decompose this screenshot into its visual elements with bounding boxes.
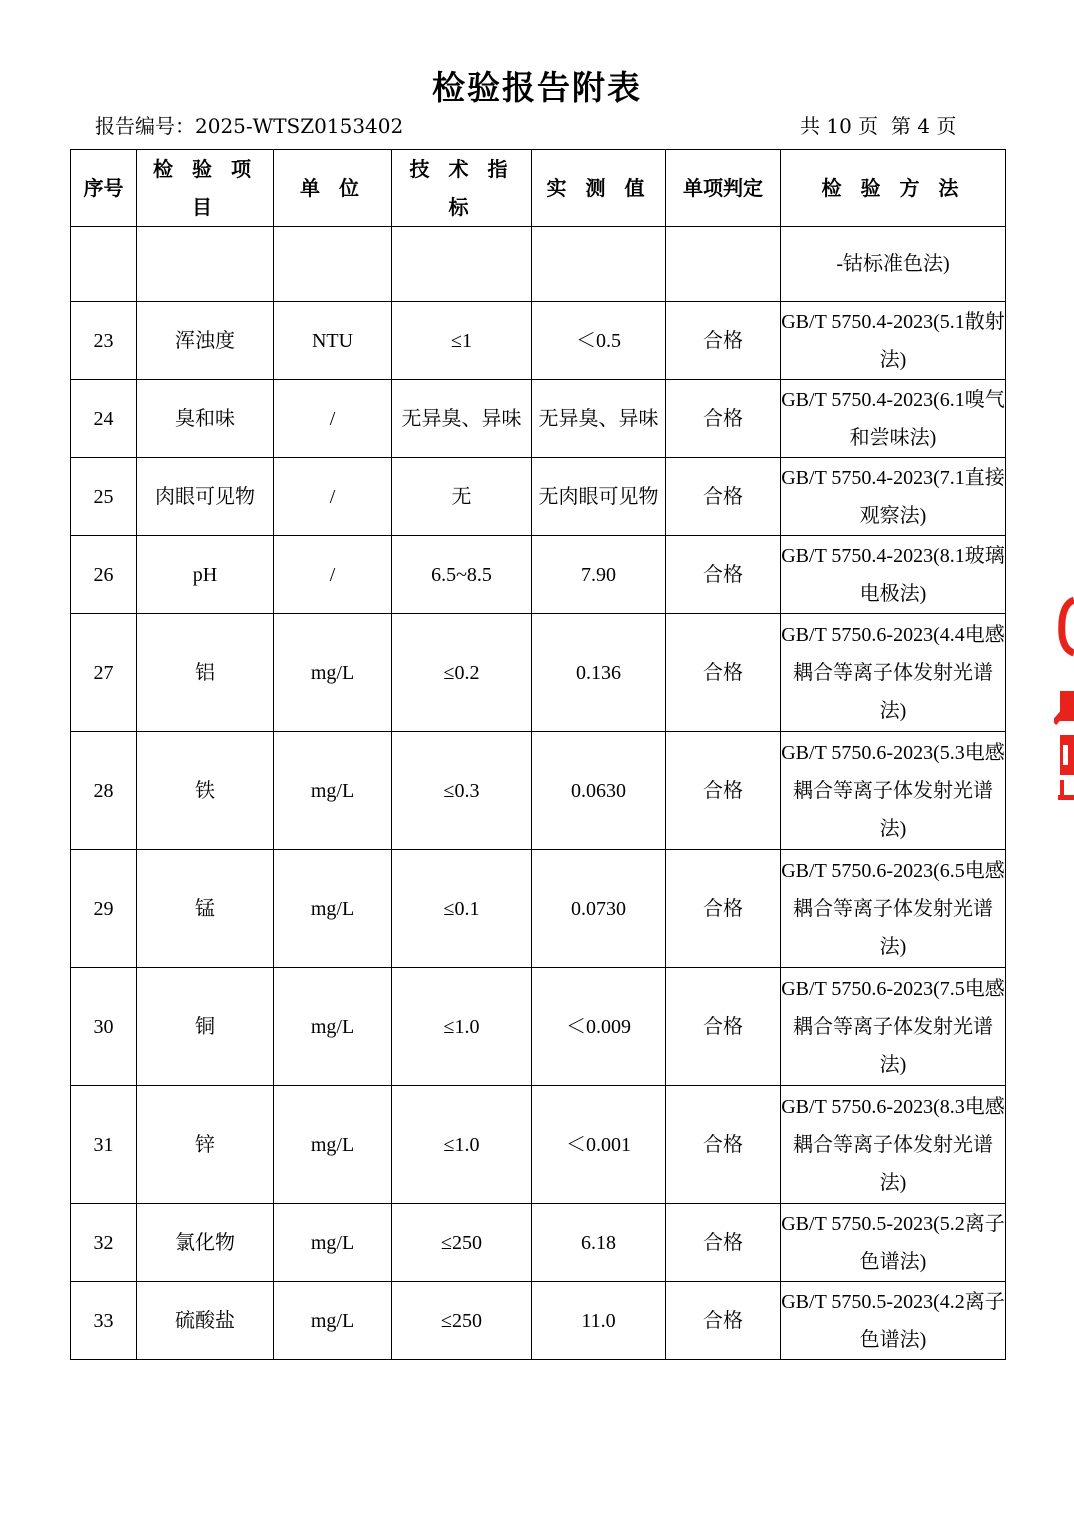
row-method: GB/T 5750.6-2023(4.4电感耦合等离子体发射光谱法) bbox=[781, 614, 1006, 732]
row-measured: 11.0 bbox=[532, 1282, 666, 1360]
table-row bbox=[71, 536, 1006, 614]
row-result: 合格 bbox=[666, 732, 781, 850]
row-method: GB/T 5750.4-2023(7.1直接观察法) bbox=[781, 458, 1006, 536]
row-no: 27 bbox=[71, 614, 137, 732]
row-result: 合格 bbox=[666, 968, 781, 1086]
header-limit: 技 术 指 标 bbox=[392, 150, 532, 227]
row-limit: ≤1 bbox=[392, 302, 532, 380]
row-measured: 无肉眼可见物 bbox=[532, 458, 666, 536]
row-item: 铁 bbox=[137, 732, 274, 850]
header-result: 单项判定 bbox=[666, 150, 781, 227]
row-item: 硫酸盐 bbox=[137, 1282, 274, 1360]
row-result: 合格 bbox=[666, 850, 781, 968]
row-unit: / bbox=[274, 536, 392, 614]
row-limit: ≤0.2 bbox=[392, 614, 532, 732]
table-row-continuation bbox=[71, 227, 1006, 302]
row-limit: ≤1.0 bbox=[392, 968, 532, 1086]
row-item: pH bbox=[137, 536, 274, 614]
row-item: 锰 bbox=[137, 850, 274, 968]
header-no: 序号 bbox=[71, 150, 137, 227]
row-result: 合格 bbox=[666, 380, 781, 458]
table-row bbox=[71, 1086, 1006, 1204]
row-limit: 6.5~8.5 bbox=[392, 536, 532, 614]
row-item: 臭和味 bbox=[137, 380, 274, 458]
row-no: 32 bbox=[71, 1204, 137, 1282]
row-limit: 无异臭、异味 bbox=[392, 380, 532, 458]
row-limit: ≤1.0 bbox=[392, 1086, 532, 1204]
header-unit: 单 位 bbox=[274, 150, 392, 227]
row-no: 30 bbox=[71, 968, 137, 1086]
table-row bbox=[71, 968, 1006, 1086]
row-measured: 0.0730 bbox=[532, 850, 666, 968]
row-no: 31 bbox=[71, 1086, 137, 1204]
row-unit: mg/L bbox=[274, 968, 392, 1086]
row-result: 合格 bbox=[666, 302, 781, 380]
row-unit: mg/L bbox=[274, 1086, 392, 1204]
continuation-method: -钴标准色法) bbox=[781, 227, 1006, 302]
row-measured: 0.0630 bbox=[532, 732, 666, 850]
report-title: 检验报告附表 bbox=[432, 68, 642, 107]
table-row bbox=[71, 380, 1006, 458]
row-limit: ≤0.1 bbox=[392, 850, 532, 968]
row-measured: ＜0.001 bbox=[532, 1086, 666, 1204]
table-row bbox=[71, 1204, 1006, 1282]
header-item: 检 验 项 目 bbox=[137, 150, 274, 227]
row-measured: 7.90 bbox=[532, 536, 666, 614]
table-row bbox=[71, 614, 1006, 732]
row-no: 24 bbox=[71, 380, 137, 458]
row-measured: ＜0.009 bbox=[532, 968, 666, 1086]
row-method: GB/T 5750.6-2023(7.5电感耦合等离子体发射光谱法) bbox=[781, 968, 1006, 1086]
row-unit: mg/L bbox=[274, 1282, 392, 1360]
row-item: 铝 bbox=[137, 614, 274, 732]
table-row bbox=[71, 732, 1006, 850]
row-item: 锌 bbox=[137, 1086, 274, 1204]
row-measured: 无异臭、异味 bbox=[532, 380, 666, 458]
row-item: 氯化物 bbox=[137, 1204, 274, 1282]
row-limit: ≤250 bbox=[392, 1282, 532, 1360]
row-unit: mg/L bbox=[274, 850, 392, 968]
row-result: 合格 bbox=[666, 1086, 781, 1204]
row-item: 浑浊度 bbox=[137, 302, 274, 380]
page-info: 共 10 页 第 4 页 bbox=[800, 114, 957, 138]
table-row bbox=[71, 1282, 1006, 1360]
header-method: 检 验 方 法 bbox=[781, 150, 1006, 227]
row-unit: / bbox=[274, 458, 392, 536]
row-no: 29 bbox=[71, 850, 137, 968]
row-result: 合格 bbox=[666, 458, 781, 536]
row-method: GB/T 5750.4-2023(5.1散射法) bbox=[781, 302, 1006, 380]
row-method: GB/T 5750.6-2023(5.3电感耦合等离子体发射光谱法) bbox=[781, 732, 1006, 850]
inspection-table bbox=[70, 149, 1006, 1360]
row-limit: ≤0.3 bbox=[392, 732, 532, 850]
table-row bbox=[71, 302, 1006, 380]
row-unit: / bbox=[274, 380, 392, 458]
table-row bbox=[71, 850, 1006, 968]
row-unit: mg/L bbox=[274, 732, 392, 850]
row-measured: 0.136 bbox=[532, 614, 666, 732]
row-measured: ＜0.5 bbox=[532, 302, 666, 380]
row-no: 33 bbox=[71, 1282, 137, 1360]
report-number: 报告编号：2025-WTSZ0153402 bbox=[95, 114, 404, 138]
table-header-row bbox=[71, 150, 1006, 227]
row-method: GB/T 5750.6-2023(8.3电感耦合等离子体发射光谱法) bbox=[781, 1086, 1006, 1204]
row-method: GB/T 5750.5-2023(5.2离子色谱法) bbox=[781, 1204, 1006, 1282]
row-no: 28 bbox=[71, 732, 137, 850]
row-measured: 6.18 bbox=[532, 1204, 666, 1282]
row-method: GB/T 5750.5-2023(4.2离子色谱法) bbox=[781, 1282, 1006, 1360]
row-limit: ≤250 bbox=[392, 1204, 532, 1282]
row-method: GB/T 5750.4-2023(6.1嗅气和尝味法) bbox=[781, 380, 1006, 458]
row-unit: mg/L bbox=[274, 614, 392, 732]
row-method: GB/T 5750.4-2023(8.1玻璃电极法) bbox=[781, 536, 1006, 614]
row-result: 合格 bbox=[666, 1282, 781, 1360]
row-no: 23 bbox=[71, 302, 137, 380]
row-unit: mg/L bbox=[274, 1204, 392, 1282]
row-item: 铜 bbox=[137, 968, 274, 1086]
row-no: 25 bbox=[71, 458, 137, 536]
row-unit: NTU bbox=[274, 302, 392, 380]
row-result: 合格 bbox=[666, 536, 781, 614]
table-row bbox=[71, 458, 1006, 536]
row-result: 合格 bbox=[666, 1204, 781, 1282]
row-method: GB/T 5750.6-2023(6.5电感耦合等离子体发射光谱法) bbox=[781, 850, 1006, 968]
row-no: 26 bbox=[71, 536, 137, 614]
row-item: 肉眼可见物 bbox=[137, 458, 274, 536]
row-result: 合格 bbox=[666, 614, 781, 732]
row-limit: 无 bbox=[392, 458, 532, 536]
red-seal-stamp bbox=[1054, 595, 1074, 815]
header-measured: 实 测 值 bbox=[532, 150, 666, 227]
